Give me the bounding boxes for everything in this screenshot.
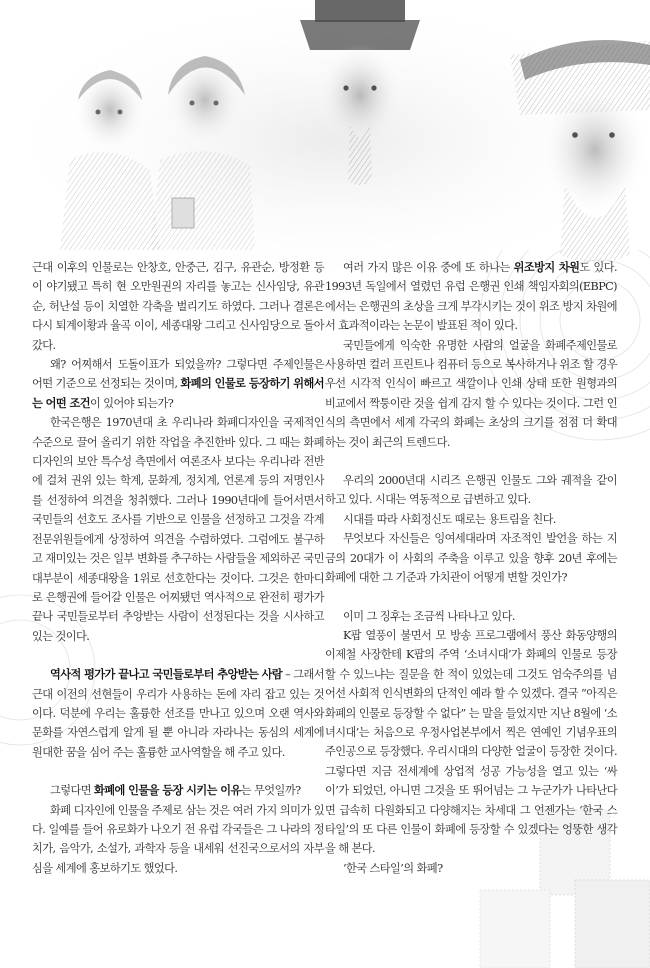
paragraph: 시대를 따라 사회정신도 때로는 용트림을 친다. xyxy=(343,512,556,526)
right-column xyxy=(325,258,617,878)
paragraph: ‘한국 스타일’의 화폐? xyxy=(343,861,443,875)
paragraph: 그렇다면 화폐에 인물을 등장 시키는 이유는 무엇일까? xyxy=(50,783,301,798)
paragraph: 왜? 어찌해서 도돌이표가 되었을까? 그렇다면 주제인물은 어떤 기준으로 선정되는 것이며, 화폐의 인물로 등장하기 위해서는 어떤 조건이 있어야 되는가? xyxy=(32,358,324,410)
paragraph: 역사적 평가가 끝나고 국민들로부터 추앙받는 사람 – 그래서 근대 이전의 선현들이 우리가 사용하는 돈에 자리 잡고 있는 것이다. 덕분에 우리는 훌륭한 선조를 만나고 있으며 오랜 역사와 문화를 자연스럽게 알게 될 뿐 아니라 자라나는 동심의 세계에 원대한 꿈을 심어 주는 훌륭한 교사역할을 해 주고 있다. xyxy=(32,667,324,759)
paragraph: 우리의 2000년대 시리즈 은행권 인물도 그와 궤적을 같이 하고 있다. 시대는 역동적으로 급변하고 있다. xyxy=(325,474,617,507)
left-column xyxy=(32,258,324,878)
paragraph: 화폐 디자인에 인물을 주제로 삼는 것은 여러 가지 의미가 있다. 일예를 들어 유로화가 나오기 전 유럽 각국들은 그 나라의 정치가, 음악가, 소설가, 과학자 등을 내세워 선진국으로서의 자부심을 세계에 홍보하기도 했었다. xyxy=(32,803,324,875)
paragraph: 여러 가지 많은 이유 중에 또 하나는 위조방지 차원도 있다. 1993년 독일에서 열렸던 유럽 은행권 인쇄 책임자회의(EBPC)에서는 은행권의 초상을 크게 부각시키는 것이 위조 방지 차원에서 효과적이라는 논문이 발표된 적이 있다. xyxy=(325,260,617,333)
paragraph: 한국은행은 1970년대 초 우리나라 화폐디자인을 국제적인 수준으로 끌어 올리기 위한 작업을 추진한바 있다. 그 때는 화폐디자인의 보안 특수성 측면에서 여론조사 보다는 우리나라 전반에 걸쳐 권위 있는 학계, 문화계, 정치계, 언론계 등의 저명인사를 선정하여 의견을 청취했다. 그러나 1990년대에 들어서면서 국민들의 선호도 조사를 기반으로 인물을 선정하고 그것을 각계 전문위원들에게 상정하여 의견을 수렴하였다. 그럼에도 불구하고 재미있는 것은 일부 변화를 추구하는 사람들을 제외하곤 국민 대부분이 세종대왕을 1위로 선호한다는 것이다. 그것은 한마디로 은행권에 들어갈 인물은 어찌됐던 역사적으로 완전히 평가가 끝나 국민들로부터 추앙받는 사람이 선정된다는 것을 시사하고 있는 것이다. xyxy=(32,416,324,643)
paragraph: 무엇보다 자신들은 잉여세대라며 자조적인 발언을 하는 지금의 20대가 이 사회의 주축을 이루고 있을 향후 20년 후에는 화폐에 대한 그 기준과 가치관이 어떻게 변할 것인가? xyxy=(325,532,617,585)
banknote-portrait-illustration xyxy=(0,0,650,270)
paragraph: 근대 이후의 인물로는 안창호, 안중근, 김구, 유관순, 방정환 등이 야기됐고 특히 현 오만원권의 자리를 놓고는 신사임당, 유관순, 허난설 등이 치열한 각축을 벌리기도 하였다. 그러나 결론은 다시 퇴계이황과 율곡 이이, 세종대왕 그리고 신사임당으로 돌아갔다. xyxy=(32,261,324,352)
paragraph: K팝 열풍이 불면서 모 방송 프로그램에서 풍산 화동양행의 이제철 사장한테 K팝의 주역 ‘소녀시대’가 화폐의 인물로 등장 할 수 있느냐는 질문을 한 적이 있었는데 그것도 엄숙주의를 넘어선 사회적 인식변화의 단적인 예라 할 수 있겠다. 결국 “아직은 화폐의 인물로 등장할 수 없다” 는 말을 들었지만 지난 8월에 ‘소녀시대’는 처음으로 우정사업본부에서 찍은 연예인 기념우표의 주인공으로 등장했다. 우리시대의 다양한 얼굴이 등장한 것이다. 그렇다면 지금 전세계에 상업적 성공 가능성을 열고 있는 ‘싸이’가 되었던, 아니면 그것을 또 뛰어넘는 그 누군가가 나타난다면 급속히 다원화되고 다양해지는 차세대 그 언젠가는 ‘한국 스타일’의 또 다른 인물이 화폐에 등장할 수 있겠다는 엉뚱한 생각을 해 본다. xyxy=(325,628,617,856)
paragraph: 국민들에게 익숙한 유명한 사람의 얼굴을 화폐주제인물로 사용하면 컬러 프린트나 컴퓨터 등으로 복사하거나 위조 할 경우 우선 시각적 인식이 빠르고 색깔이나 인쇄 상태 또한 원형과의 비교에서 짝퉁이란 것을 쉽게 감지 할 수 있다는 것이다. 그런 인식의 측면에서 세계 각국의 화폐는 초상의 크기를 점점 더 확대하는 것이 최근의 트렌드다. xyxy=(325,338,617,449)
paragraph: 이미 그 징후는 조금씩 나타나고 있다. xyxy=(343,609,515,623)
